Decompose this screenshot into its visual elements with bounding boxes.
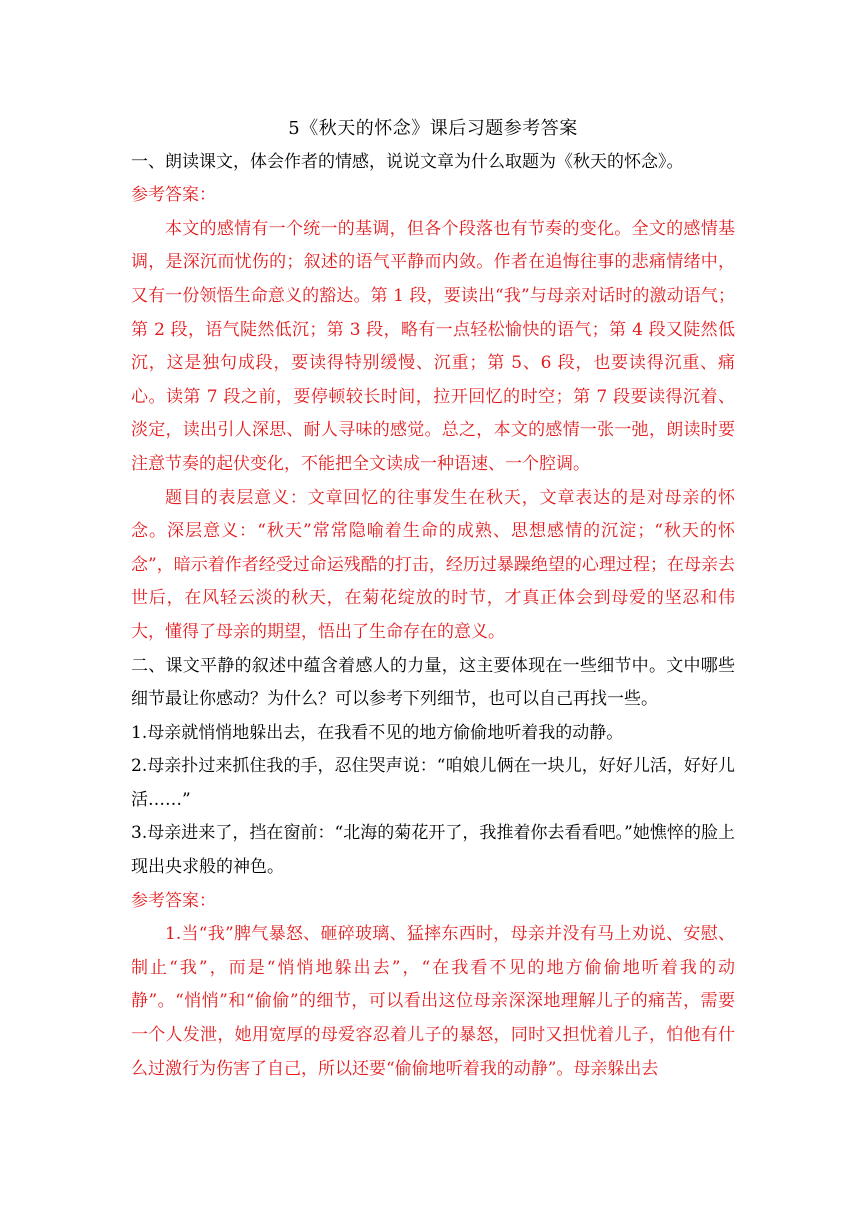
document-page <box>131 112 735 1086</box>
question-1: 一、朗读课文，体会作者的情感，说说文章为什么取题为《秋天的怀念》。 <box>131 151 684 172</box>
answer-label-1: 参考答案： <box>131 185 216 206</box>
answer-1-paragraph-1: 本文的感情有一个统一的基调，但各个段落也有节奏的变化。全文的感情基调，是深沉而忧伤的；叙述的语气平静而内敛。作者在追悔往事的悲痛情绪中，又有一份领悟生命意义的豁达。第 1 段，要读出“我”与母亲对话时的激动语气；第 2 段，语气陡然低沉；第 3 段，略有一点轻松愉快的语气；第 4 段又陡然低沉，这是独句成段，要读得特别缓慢、沉重；第 5、6 段，也要读得沉重、痛心。读第 7 段之前，要停顿较长时间，拉开回忆的时空；第 7 段要读得沉着、淡定，读出引人深思、耐人寻味的感觉。总之，本文的感情一张一弛，朗读时要注意节奏的起伏变化，不能把全文读成一种语速、一个腔调。 <box>131 218 735 474</box>
question-2: 二、课文平静的叙述中蕴含着感人的力量，这主要体现在一些细节中。文中哪些细节最让你感动？为什么？可以参考下列细节，也可以自己再找一些。 <box>131 655 735 710</box>
detail-2: 2.母亲扑过来抓住我的手，忍住哭声说：“咱娘儿俩在一块儿，好好儿活，好好儿活……” <box>131 756 735 810</box>
answer-label-2: 参考答案： <box>131 890 216 911</box>
answer-1-paragraph-2: 题目的表层意义：文章回忆的往事发生在秋天，文章表达的是对母亲的怀念。深层意义：“秋天”常常隐喻着生命的成熟、思想感情的沉淀；“秋天的怀念”，暗示着作者经受过命运残酷的打击，经历过暴躁绝望的心理过程；在母亲去世后，在风轻云淡的秋天，在菊花绽放的时节，才真正体会到母爱的坚忍和伟大，懂得了母亲的期望，悟出了生命存在的意义。 <box>131 487 735 642</box>
detail-1: 1.母亲就悄悄地躲出去，在我看不见的地方偷偷地听着我的动静。 <box>131 722 624 743</box>
page-title: 5《秋天的怀念》课后习题参考答案 <box>288 118 578 139</box>
answer-2-paragraph-1: 1.当“我”脾气暴怒、砸碎玻璃、猛摔东西时，母亲并没有马上劝说、安慰、制止“我”，而是“悄悄地躲出去”，“在我看不见的地方偷偷地听着我的动静”。“悄悄”和“偷偷”的细节，可以看出这位母亲深深地理解儿子的痛苦，需要一个人发泄，她用宽厚的母爱容忍着儿子的暴怒，同时又担忧着儿子，怕他有什么过激行为伤害了自己，所以还要“偷偷地听着我的动静”。母亲躲出去 <box>131 924 735 1079</box>
detail-3: 3.母亲进来了，挡在窗前：“北海的菊花开了，我推着你去看看吧。”她憔悴的脸上现出央求般的神色。 <box>131 823 735 878</box>
